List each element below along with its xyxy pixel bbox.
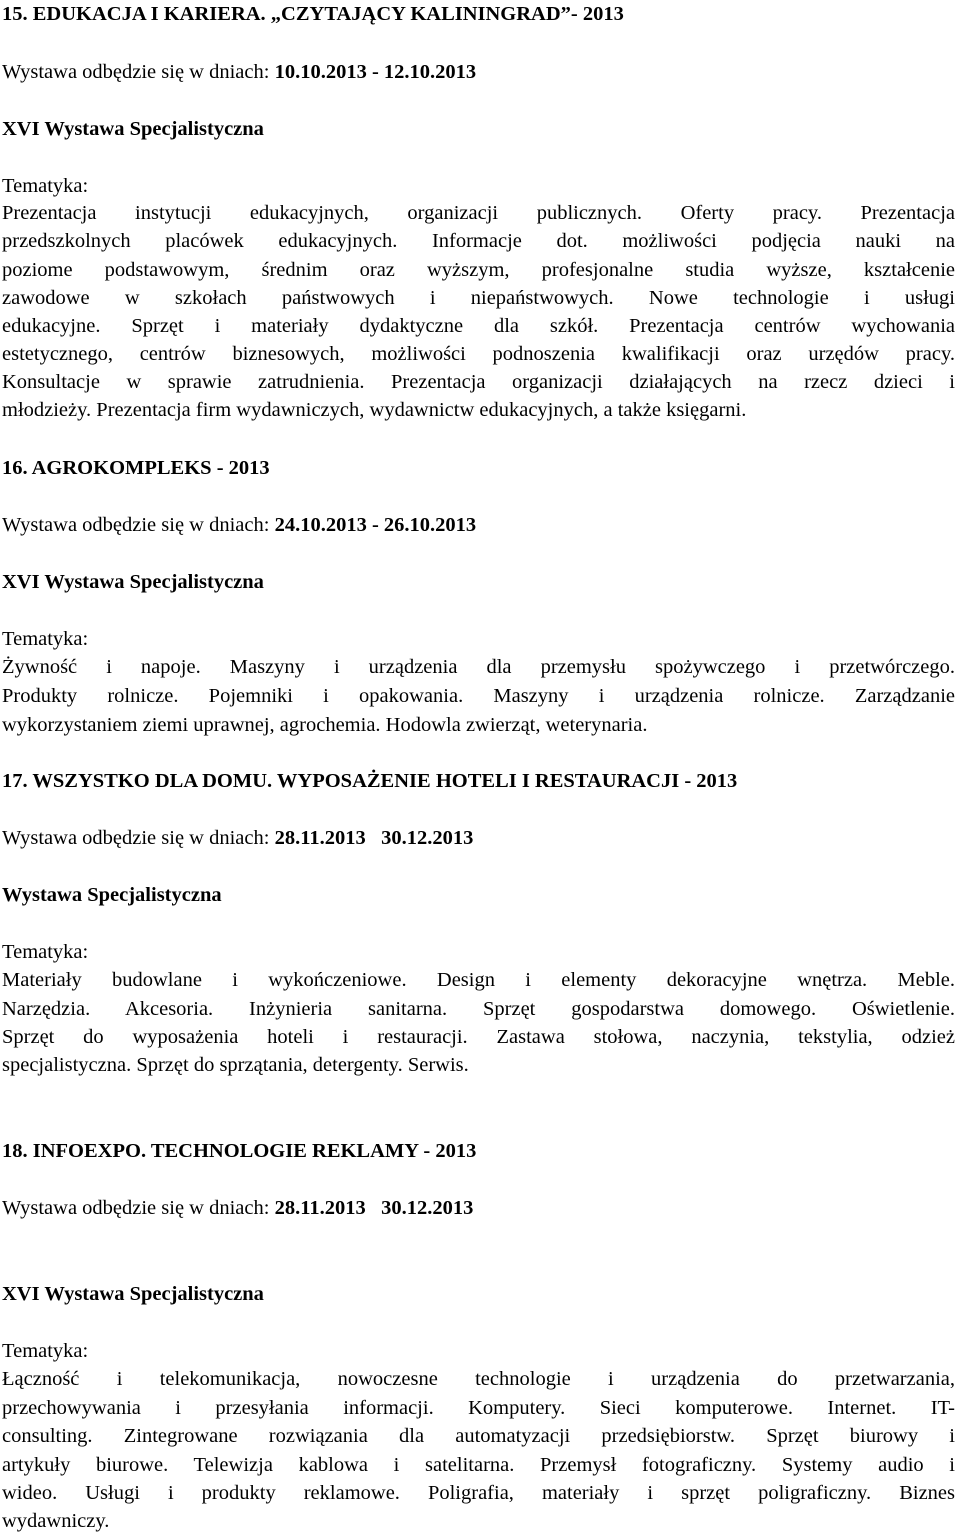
topics-line: Produkty rolnicze. Pojemniki i opakowania. Maszyny i urządzenia rolnicze. Zarządzanie [2,685,955,707]
topics-label: Tematyka: [2,941,89,963]
topics-line: Sprzęt do wyposażenia hoteli i restauracji. Zastawa stołowa, naczynia, tekstylia, odzież [2,1026,955,1048]
topics-line: estetycznego, centrów biznesowych, możliwości podnoszenia kwalifikacji oraz urzędów pracy. [2,343,955,365]
dates-label: Wystawa odbędzie się w dniach: [2,61,275,83]
exhibition-dates [2,59,476,85]
topics-label: Tematyka: [2,1340,89,1362]
topics-line: wykorzystaniem ziemi uprawnej, agrochemia. Hodowla zwierząt, weterynaria. [2,714,648,736]
exhibition-type: XVI Wystawa Specjalistyczna [2,118,264,140]
topics-line: poziome podstawowym, średnim oraz wyższym, profesjonalne studia wyższe, kształcenie [2,259,955,281]
dates-label: Wystawa odbędzie się w dniach: [2,827,275,849]
dates-value: 24.10.2013 - 26.10.2013 [274,514,477,536]
exhibition-dates [2,1195,473,1221]
section-title: 16. AGROKOMPLEKS - 2013 [2,457,270,479]
exhibition-type: Wystawa Specjalistyczna [2,884,222,906]
topics-line: Prezentacja instytucji edukacyjnych, organizacji publicznych. Oferty pracy. Prezentacja [2,202,955,224]
topics-line: Żywność i napoje. Maszyny i urządzenia dla przemysłu spożywczego i przetwórczego. [2,656,955,678]
dates-value: 28.11.2013 30.12.2013 [274,1197,474,1219]
exhibition-type: XVI Wystawa Specjalistyczna [2,571,264,593]
topics-line: edukacyjne. Sprzęt i materiały dydaktyczne dla szkół. Prezentacja centrów wychowania [2,315,955,337]
section-title: 15. EDUKACJA I KARIERA. „CZYTAJĄCY KALININGRAD”- 2013 [2,3,624,25]
topics-line: Materiały budowlane i wykończeniowe. Design i elementy dekoracyjne wnętrza. Meble. [2,969,955,991]
topics-line: consulting. Zintegrowane rozwiązania dla automatyzacji przedsiębiorstw. Sprzęt biurowy i [2,1425,955,1447]
topics-line: wydawniczy. [2,1510,110,1532]
dates-label: Wystawa odbędzie się w dniach: [2,514,275,536]
exhibition-type: XVI Wystawa Specjalistyczna [2,1283,264,1305]
section-title: 17. WSZYSTKO DLA DOMU. WYPOSAŻENIE HOTELI I RESTAURACJI - 2013 [2,770,738,792]
dates-value: 28.11.2013 30.12.2013 [274,827,474,849]
topics-line: specjalistyczna. Sprzęt do sprzątania, detergenty. Serwis. [2,1054,469,1076]
dates-label: Wystawa odbędzie się w dniach: [2,1197,275,1219]
topics-line: Konsultacje w sprawie zatrudnienia. Prezentacja organizacji działających na rzecz dzieci i [2,371,955,393]
exhibition-dates [2,512,476,538]
topics-line: przechowywania i przesyłania informacji. Komputery. Sieci komputerowe. Internet. IT- [2,1397,955,1419]
topics-line: wideo. Usługi i produkty reklamowe. Poligrafia, materiały i sprzęt poligraficzny. Biznes [2,1482,955,1504]
exhibition-dates [2,825,473,851]
topics-label: Tematyka: [2,628,89,650]
topics-line: przedszkolnych placówek edukacyjnych. Informacje dot. możliwości podjęcia nauki na [2,230,955,252]
section-title: 18. INFOEXPO. TECHNOLOGIE REKLAMY - 2013 [2,1140,477,1162]
topics-label: Tematyka: [2,175,89,197]
topics-line: zawodowe w szkołach państwowych i niepaństwowych. Nowe technologie i usługi [2,287,955,309]
topics-line: Narzędzia. Akcesoria. Inżynieria sanitarna. Sprzęt gospodarstwa domowego. Oświetlenie. [2,998,955,1020]
topics-line: Łączność i telekomunikacja, nowoczesne technologie i urządzenia do przetwarzania, [2,1368,955,1390]
topics-line: młodzieży. Prezentacja firm wydawniczych, wydawnictw edukacyjnych, a także księgarni. [2,399,747,421]
dates-value: 10.10.2013 - 12.10.2013 [274,61,477,83]
topics-line: artykuły biurowe. Telewizja kablowa i satelitarna. Przemysł fotograficzny. Systemy audio i [2,1454,955,1476]
